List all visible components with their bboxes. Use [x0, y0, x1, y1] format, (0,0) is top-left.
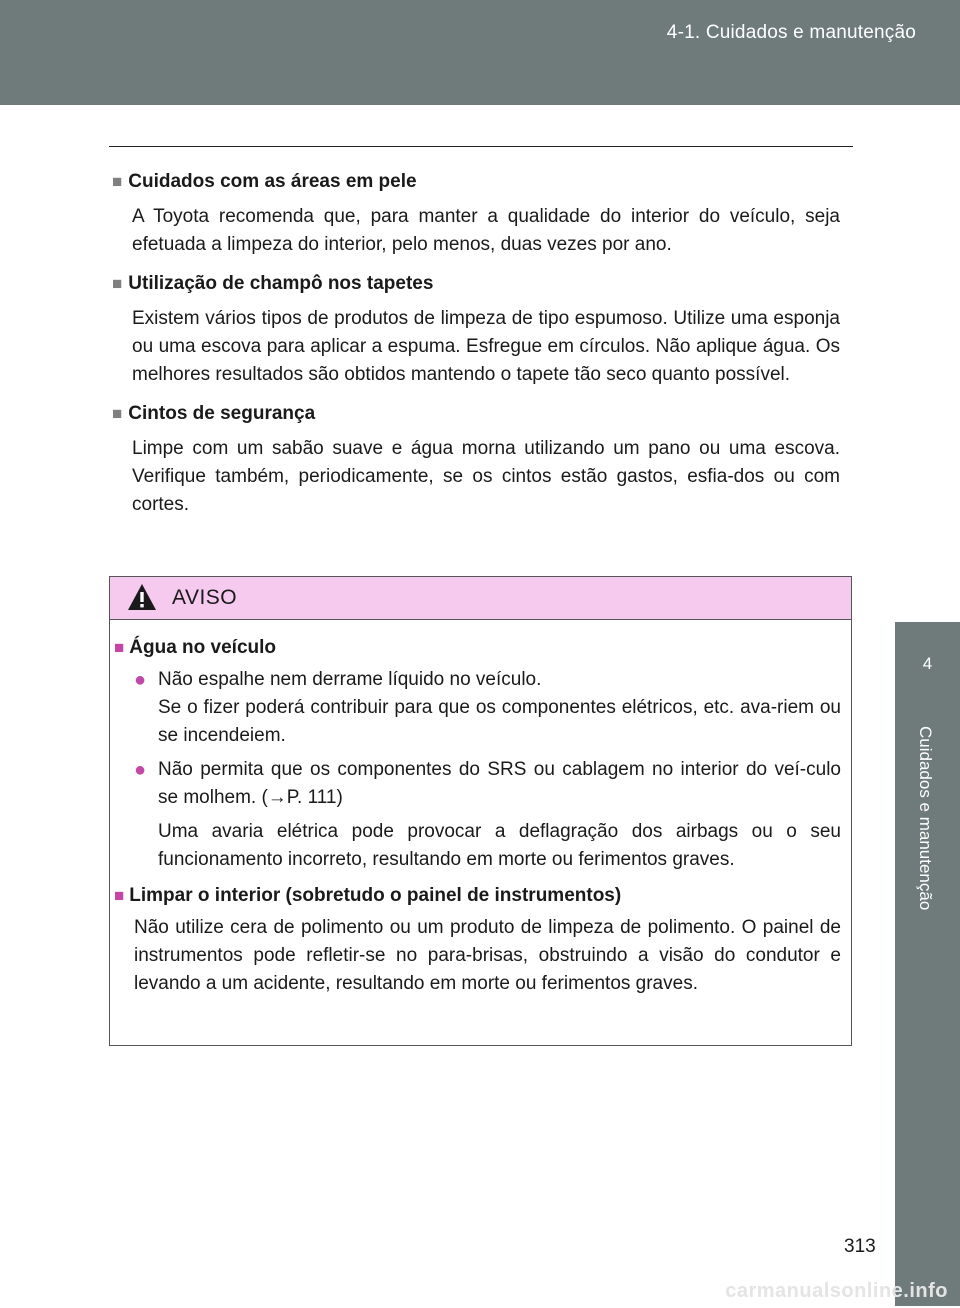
- section-body: A Toyota recomenda que, para manter a qualidade do interior do veículo, seja efetuada a limpeza do interior, pelo menos, duas vezes por ano.: [132, 206, 840, 255]
- main-content: [112, 168, 840, 530]
- square-bullet-icon: ■: [112, 404, 123, 423]
- chapter-label: Cuidados e manutenção: [916, 726, 935, 911]
- warning-triangle-icon: [127, 583, 157, 611]
- section-heading: Utilização de champô nos tapetes: [128, 273, 434, 294]
- section-leather-care: [112, 168, 840, 259]
- warning-paragraph: Uma avaria elétrica pode provocar a deflagração dos airbags ou o seu funcionamento incorreto, resultando em morte ou ferimentos graves.: [158, 821, 841, 870]
- circle-bullet-icon: ●: [134, 669, 147, 691]
- divider: [109, 146, 853, 147]
- section-heading: Cuidados com as áreas em pele: [128, 171, 417, 192]
- warning-item-heading: Limpar o interior (sobretudo o painel de instrumentos): [129, 885, 622, 906]
- page-number: 313: [844, 1236, 876, 1257]
- warning-item-heading: Água no veículo: [129, 637, 277, 658]
- square-bullet-icon: ■: [114, 638, 125, 657]
- square-bullet-icon: ■: [114, 886, 125, 905]
- circle-bullet-icon: ●: [134, 759, 147, 781]
- square-bullet-icon: ■: [112, 172, 123, 191]
- warning-box: [109, 576, 852, 1046]
- chapter-number: 4: [922, 654, 933, 673]
- section-body: Limpe com um sabão suave e água morna utilizando um pano ou uma escova. Verifique também, periodicamente, se os cintos estão gastos, esfia-dos ou com cortes.: [132, 438, 840, 515]
- warning-title: AVISO: [172, 586, 238, 609]
- warning-header: [110, 577, 851, 620]
- warning-paragraph: Não utilize cera de polimento ou um produto de limpeza de polimento. O painel de instrumentos pode refletir-se no para-brisas, obstruindo a visão do condutor e levando a um acidente, resultando em morte ou ferimentos graves.: [134, 917, 841, 994]
- warning-bullet: ● Não permita que os componentes do SRS ou cablagem no interior do veí-culo se molhem. (→P. 111): [134, 756, 841, 812]
- section-body: Existem vários tipos de produtos de limpeza de tipo espumoso. Utilize uma esponja ou uma escova para aplicar a espuma. Esfregue em círculos. Não aplique água. Os melhores resultados são obtidos mantendo o tapete tão seco quanto possível.: [132, 308, 840, 385]
- header-bar: [0, 0, 960, 105]
- warning-body: [110, 620, 851, 998]
- section-heading: Cintos de segurança: [128, 403, 316, 424]
- section-carpet-shampoo: [112, 270, 840, 389]
- watermark: carmanualsonline.info: [725, 1280, 948, 1302]
- chapter-side-tab: [895, 622, 960, 1306]
- square-bullet-icon: ■: [112, 274, 123, 293]
- section-seat-belts: [112, 400, 840, 519]
- warning-bullet: ● Não espalhe nem derrame líquido no veículo. Se o fizer poderá contribuir para que os componentes elétricos, etc. ava-riem ou se incendeiem.: [134, 666, 841, 750]
- section-title: 4-1. Cuidados e manutenção: [666, 22, 916, 43]
